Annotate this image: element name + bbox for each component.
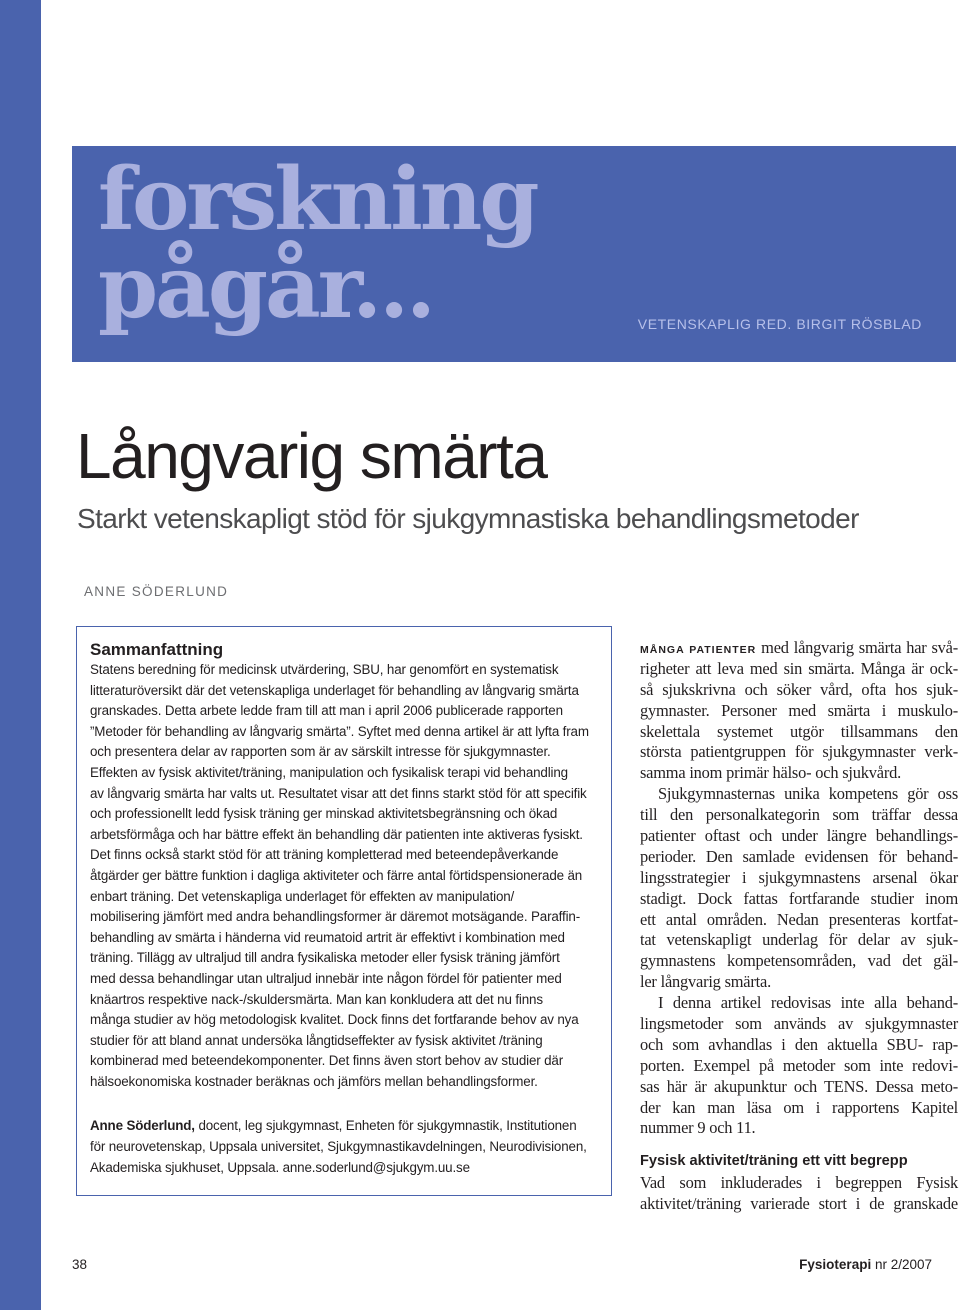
body-column (640, 638, 958, 1215)
body-line: nummer 9 och 11. (640, 1118, 756, 1138)
banner-title-line-1: forskning (98, 149, 537, 250)
body-line: aktivitet/träning varierade stort i de granskade (640, 1194, 958, 1214)
body-line: största patientgruppen för sjukgymnaster verk- (640, 742, 958, 762)
summary-line: och presentera delar av rapporten som är av särskilt intresse för sjukgymnaster. (90, 744, 551, 760)
summary-line: studier för att bland annat undersöka långtidseffekter av fysisk aktivitet /träning (90, 1032, 543, 1048)
summary-line: träning. Tillägg av ultraljud till andra fysikaliska metoder eller fysisk träning jämfört (90, 950, 560, 966)
body-line: porten. Exempel på metoder som inte redovi- (640, 1055, 958, 1075)
body-line (640, 638, 958, 659)
section-banner (72, 146, 956, 362)
summary-line: Statens beredning för medicinsk utvärdering, SBU, har genomfört en systematisk (90, 662, 559, 677)
section-heading: Fysisk aktivitet/träning ett vitt begrepp (640, 1153, 908, 1170)
summary-line: knäartros respektive nack-/skuldersmärta. Man kan konkludera att det nu finns (90, 991, 543, 1007)
body-line: så sjukskrivna och söker vård, ofta hos sjuk- (640, 679, 958, 699)
article-title: Långvarig smärta (76, 420, 547, 492)
banner-title-line-2: pågår... (98, 237, 433, 338)
article-author: ANNE SÖDERLUND (84, 584, 229, 599)
summary-line: Effekten av fysisk aktivitet/träning, manipulation och fysikalisk terapi vid behandling (90, 764, 568, 780)
publication-footer (799, 1257, 932, 1272)
author-bio-name: Anne Söderlund, (90, 1118, 195, 1133)
summary-line: av långvarig smärta har valts ut. Resultatet visar att det finns starkt stöd för att specifik (90, 785, 587, 801)
author-bio-text: docent, leg sjukgymnast, Enheten för sjukgymnastik, Institutionen (194, 1118, 577, 1133)
summary-heading: Sammanfattning (90, 640, 224, 659)
publication-name: Fysioterapi (799, 1257, 872, 1272)
body-line: gymnaster. Personer med smärta i muskulo- (640, 700, 958, 720)
article-subtitle: Starkt vetenskapligt stöd för sjukgymnastiska behandlingsmetoder (77, 503, 859, 534)
lead-in-caps: MÅNGA PATIENTER (640, 644, 757, 656)
body-line: righeter att leva med sin smärta. Många är ock- (640, 658, 958, 678)
author-bio-line (90, 1115, 605, 1136)
body-line: lingsmetoder som används av sjukgymnaster (640, 1014, 958, 1034)
summary-line: litteraturöversikt där det vetenskapliga underlaget för behandling av långvarig smärta (90, 682, 579, 698)
body-line: Vad som inkluderades i begreppen Fysisk (640, 1173, 958, 1193)
body-line: till den personalkategorin som träffar dessa (640, 805, 958, 825)
summary-line: åtgärder ger bättre funktion i dagliga aktiviteter och färre antal förtidspensionerade än (90, 867, 583, 883)
summary-line: hälsoekonomiska kostnader beräknas och jämförs mellan behandlingsformer. (90, 1073, 538, 1089)
banner-title (98, 149, 537, 338)
body-line: der kan man läsa om i rapportens Kapitel (640, 1097, 958, 1117)
body-line: tat vetenskapligt underlag för delar av sjuk- (640, 930, 958, 950)
lead-in-text: med långvarig smärta har svå- (756, 638, 959, 657)
author-bio-line: Akademiska sjukhuset, Uppsala. anne.soderlund@sjukgym.uu.se (90, 1160, 470, 1175)
summary-line: ”Metoder för behandling av långvarig smärta”. Syftet med denna artikel är att lyfta fram (90, 723, 589, 739)
body-line: gymnastens kompetensområden, vad det gäl- (640, 951, 958, 971)
body-line: I denna artikel redovisas inte alla behand- (658, 993, 958, 1013)
body-line: patienter oftast och under längre behandlings- (640, 826, 958, 846)
summary-line: och professionellt ledd fysisk träning ger minskad aktivitetsbegränsning och ökad (90, 806, 558, 822)
summary-line: med dessa behandlingar utan ultraljud innebär inte någon fördel för patienter med (90, 970, 562, 986)
body-line: lingsstrategier i sjukgymnastens arsenal ökar (640, 867, 958, 887)
summary-line: Det finns också starkt stöd för att träning kompletterad med beteendepåverkande (90, 847, 559, 863)
body-line: skelettala systemet utgör tillsammans den (640, 721, 958, 741)
summary-line: arbetsförmåga och har bättre effekt än behandling där patienten inte aktiveras fysiskt. (90, 826, 583, 842)
body-line: perioder. Den samlade evidensen för behand- (640, 846, 958, 866)
summary-line: enbart träning. Det vetenskapliga underlaget för effekten av manipulation/ (90, 888, 515, 904)
summary-box (76, 626, 612, 1196)
body-line: ett antal områden. Nedan presenteras kortfat- (640, 909, 958, 929)
publication-issue: nr 2/2007 (871, 1257, 932, 1272)
body-line: stadigt. Dock fattas fortfarande studier inom (640, 888, 958, 908)
body-line: och som avhandlas i den aktuella SBU- rap- (640, 1034, 958, 1054)
banner-editor-credit: VETENSKAPLIG RED. BIRGIT RÖSBLAD (637, 316, 922, 332)
summary-line: granskades. Detta arbete ledde fram till att man i april 2006 publicerade rapporten (90, 703, 563, 719)
page-number: 38 (72, 1257, 88, 1272)
author-bio-line: för neurovetenskap, Uppsala universitet, Sjukgymnastikavdelningen, Neurodivisionen, (90, 1139, 587, 1154)
author-bio (90, 1115, 605, 1178)
body-line: sas här är akupunktur och TENS. Dessa meto- (640, 1076, 958, 1096)
summary-line: behandling av smärta i händerna vid reumatoid artrit är effektivt i kombination med (90, 929, 565, 945)
body-line: Sjukgymnasternas unika kompetens gör oss (658, 784, 958, 804)
summary-text (90, 660, 605, 1092)
summary-line: mobilisering jämfört med andra behandlingsformer är däremot motsägande. Paraffin- (90, 909, 581, 925)
summary-line: många studier av hög metodologisk kvalitet. Dock finns det fortfarande behov av nya (90, 1012, 579, 1028)
body-line: ler långvarig smärta. (640, 972, 771, 992)
summary-line: kombinerad med beteendekomponenter. Det finns även stort behov av studier där (90, 1053, 564, 1069)
body-line: samma inom primär hälso- och sjukvård. (640, 763, 901, 783)
left-accent-bar (0, 0, 41, 1310)
